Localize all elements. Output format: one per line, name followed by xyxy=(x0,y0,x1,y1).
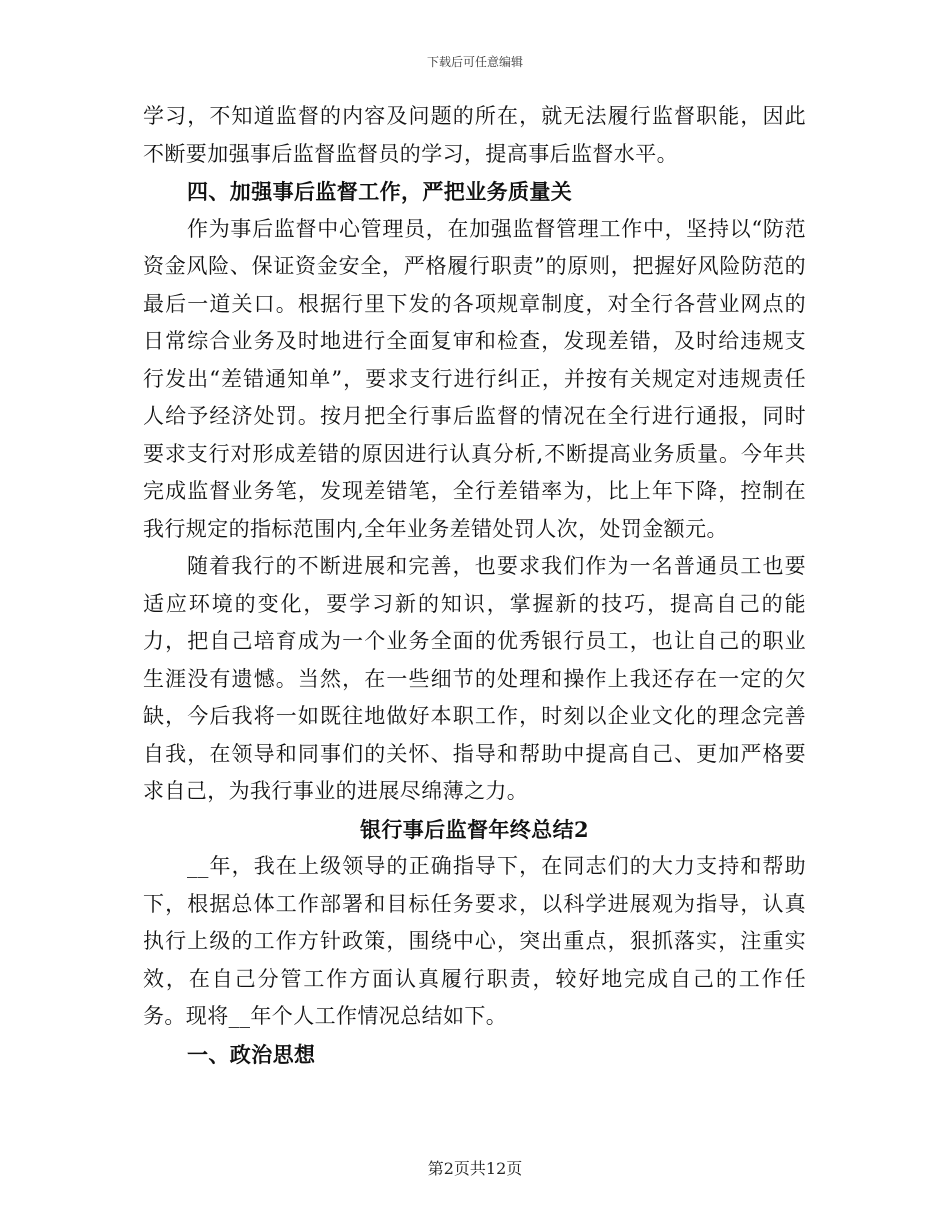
page-footer: 第2页共12页 xyxy=(427,1159,523,1178)
paragraph-continuation: 学习，不知道监督的内容及问题的所在，就无法履行监督职能，因此不断要加强事后监督监督员的学习，提高事后监督水平。 xyxy=(143,104,806,166)
document-title-2: 银行事后监督年终总结2 xyxy=(359,816,589,842)
paragraph-intro: __年，我在上级领导的正确指导下，在同志们的大力支持和帮助下，根据总体工作部署和目标任务要求，以科学进展观为指导，认真执行上级的工作方针政策，围绕中心，突出重点，狠抓落实，注重实效，在自己分管工作方面认真履行职责，较好地完成自己的工作任务。现将__年个人工作情况总结如下。 xyxy=(143,854,806,1028)
section-heading-one: 一、政治思想 xyxy=(187,1041,316,1067)
section-heading-four: 四、加强事后监督工作，严把业务质量关 xyxy=(187,179,573,204)
paragraph-development: 随着我行的不断进展和完善，也要求我们作为一名普通员工也要适应环境的变化，要学习新的知识，掌握新的技巧，提高自己的能力，把自己培育成为一个业务全面的优秀银行员工，也让自己的职业生涯没有遗憾。当然，在一些细节的处理和操作上我还存在一定的欠缺，今后我将一如既往地做好本职工作，时刻以企业文化的理念完善自我，在领导和同事们的关怀、指导和帮助中提高自己、更加严格要求自己，为我行事业的进展尽绵薄之力。 xyxy=(143,554,806,803)
document-body xyxy=(143,98,806,1073)
page-header: 下载后可任意编辑 xyxy=(426,55,523,69)
paragraph-supervision: 作为事后监督中心管理员，在加强监督管理工作中，坚持以“防范资金风险、保证资金安全，严格履行职责”的原则，把握好风险防范的最后一道关口。根据行里下发的各项规章制度，对全行各营业网点的日常综合业务及时地进行全面复审和检查，发现差错，及时给违规支行发出“差错通知单”，要求支行进行纠正，并按有关规定对违规责任人给予经济处罚。按月把全行事后监督的情况在全行进行通报，同时要求支行对形成差错的原因进行认真分析,不断提高业务质量。今年共完成监督业务笔，发现差错笔，全行差错率为，比上年下降，控制在我行规定的指标范围内,全年业务差错处罚人次，处罚金额元。 xyxy=(143,216,806,541)
